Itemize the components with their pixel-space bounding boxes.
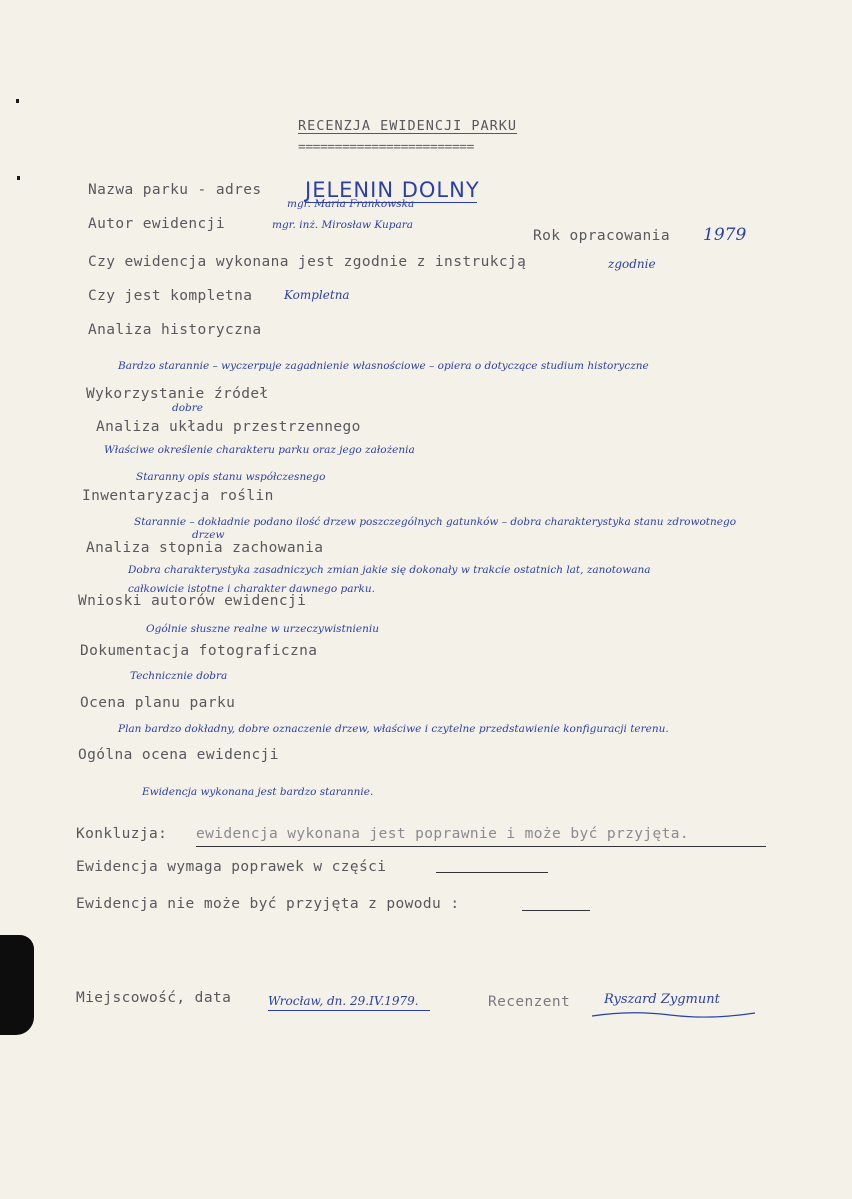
history-label: Analiza historyczna (88, 322, 262, 338)
sources-value: dobre (172, 402, 203, 414)
rejected-blank (522, 910, 590, 911)
author-label: Autor ewidencji (88, 216, 225, 232)
conclusions-value: Ogólnie słuszne realne w urzeczywistnieniu (146, 623, 380, 635)
compliance-label: Czy ewidencja wykonana jest zgodnie z instrukcją (88, 254, 527, 270)
park-name-value: JELENIN DOLNY (305, 178, 480, 202)
rejected-label: Ewidencja nie może być przyjęta z powodu : (76, 896, 460, 912)
layout-value-2: Staranny opis stanu współczesnego (136, 471, 326, 483)
document-title: RECENZJA EWIDENCJI PARKU (298, 118, 518, 134)
corrections-blank (436, 872, 548, 873)
photo-value: Technicznie dobra (130, 670, 228, 682)
scan-mark (16, 99, 19, 103)
reviewer-signature: Ryszard Zygmunt (604, 992, 720, 1007)
conclusion-text: ewidencja wykonana jest poprawnie i może być przyjęta. (196, 826, 690, 842)
title-rule: ======================== (298, 140, 474, 155)
year-label: Rok opracowania (533, 228, 670, 244)
conclusions-label: Wnioski autorów ewidencji (78, 593, 307, 609)
author-value-1: mgr. Maria Frankowska (287, 198, 415, 210)
year-value: 1979 (703, 225, 747, 245)
plan-label: Ocena planu parku (80, 695, 236, 711)
conclusion-label: Konkluzja: (76, 826, 168, 842)
condition-value-1: Dobra charakterystyka zasadniczych zmian jakie się dokonały w trakcie ostatnich lat, zanotowana (128, 564, 651, 576)
condition-note: drzew (192, 529, 225, 541)
photo-label: Dokumentacja fotograficzna (80, 643, 318, 659)
park-name-label: Nazwa parku - adres (88, 182, 262, 198)
complete-value: Kompletna (284, 288, 350, 302)
place-date-label: Miejscowość, data (76, 990, 232, 1006)
layout-label: Analiza układu przestrzennego (96, 419, 361, 435)
compliance-value: zgodnie (608, 257, 656, 271)
history-value: Bardzo starannie – wyczerpuje zagadnienie własnościowe – opiera o dotyczące studium historyczne (118, 360, 649, 372)
condition-value-2: całkowicie istotne i charakter dawnego parku. (128, 583, 376, 595)
layout-value-1: Właściwe określenie charakteru parku oraz jego założenia (104, 444, 415, 456)
signature-underline (590, 1008, 760, 1022)
place-date-underline (268, 1010, 430, 1011)
complete-label: Czy jest kompletna (88, 288, 253, 304)
conclusion-underline (196, 846, 766, 847)
reviewer-label: Recenzent (488, 994, 571, 1010)
sources-label: Wykorzystanie źródeł (86, 386, 269, 402)
plants-value: Starannie – dokładnie podano ilość drzew poszczególnych gatunków – dobra charakterystyka stanu zdrowotnego (134, 516, 737, 528)
author-value-2: mgr. inż. Mirosław Kupara (272, 219, 414, 231)
place-date-value: Wrocław, dn. 29.IV.1979. (268, 994, 419, 1008)
overall-label: Ogólna ocena ewidencji (78, 747, 279, 763)
plants-label: Inwentaryzacja roślin (82, 488, 274, 504)
scan-edge-shadow (0, 935, 34, 1035)
plan-value: Plan bardzo dokładny, dobre oznaczenie drzew, właściwe i czytelne przedstawienie konfiguracji terenu. (118, 723, 669, 735)
overall-value: Ewidencja wykonana jest bardzo starannie. (142, 786, 374, 798)
condition-label: Analiza stopnia zachowania (86, 540, 324, 556)
corrections-label: Ewidencja wymaga poprawek w części (76, 859, 387, 875)
scan-mark (17, 176, 20, 180)
